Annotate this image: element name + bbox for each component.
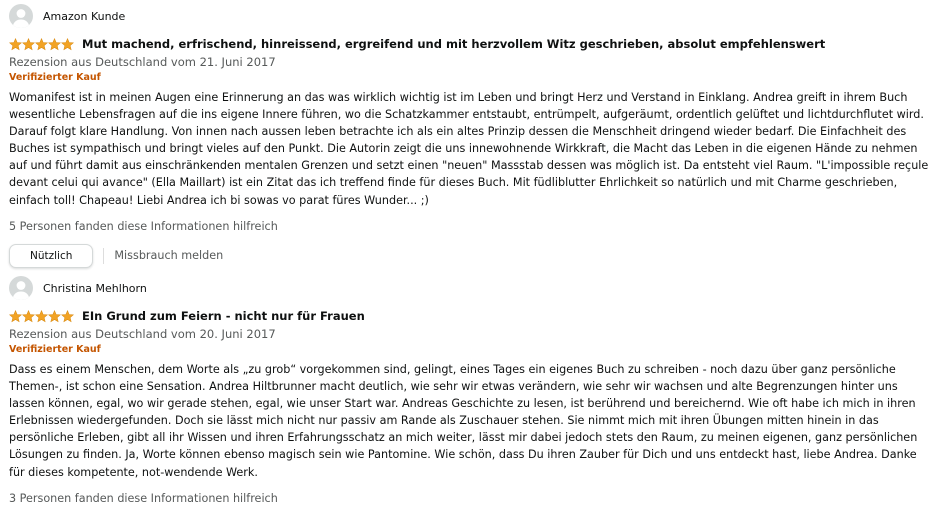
report-abuse-link[interactable]: Missbrauch melden: [114, 249, 224, 263]
star-icon: [9, 38, 22, 51]
divider: [103, 248, 104, 264]
review: [9, 276, 931, 507]
star-icon: [22, 38, 35, 51]
reviewer-name: Amazon Kunde: [43, 9, 126, 23]
review-date: Rezension aus Deutschland vom 20. Juni 2017: [9, 327, 276, 341]
star-icon: [9, 310, 22, 323]
helpful-count: 3 Personen fanden diese Informationen hilfreich: [9, 491, 278, 505]
star-icon: [61, 38, 74, 51]
verified-purchase-badge[interactable]: Verifizierter Kauf: [9, 344, 101, 355]
reviewer-profile[interactable]: [9, 276, 931, 300]
star-icon: [35, 38, 48, 51]
star-rating[interactable]: [9, 38, 74, 51]
reviewer-profile[interactable]: [9, 4, 931, 28]
review-body: Dass es einem Menschen, dem Worte als „zu grob“ vorgekommen sind, gelingt, eines Tages ein eigenes Buch zu schreiben - noch dazu über ganz persönliche Themen-, ist schon eine Sensation. Andrea Hiltbrunner macht deutlich, wie sehr wir etwas verändern, wie sehr wir wachsen und alte Begrenzungen hinter uns lassen können, egal, wo wir gerade stehen, egal, wie unser Start war. Andreas Geschichte zu lesen, ist berührend und bereichernd. Wie oft habe ich mich in ihren Erlebnissen wiedergefunden. Doch sie lässt mich nicht nur passiv am Rande als Zuschauer stehen. Sie nimmt mich mit ihren Übungen mitten hinein in das persönliche Erleben, gibt all ihr Wissen und ihren Erfahrungsschatz an mich weiter, lässt mir dabei jedoch stets den Raum, zu meinen eigenen, ganz persönlichen Lösungen zu finden. Ja, Worte können ebenso magisch sein wie Pantomine. Wie schön, dass Du ihren Zauber für Dich und uns entdeckt hast, liebe Andrea. Danke für dieses kompetente, not-wendende Werk.: [9, 363, 918, 479]
helpful-count: 5 Personen fanden diese Informationen hilfreich: [9, 219, 278, 233]
helpful-button[interactable]: Nützlich: [9, 244, 93, 268]
review-date: Rezension aus Deutschland vom 21. Juni 2017: [9, 55, 276, 69]
star-icon: [61, 310, 74, 323]
review-body: Womanifest ist in meinen Augen eine Erinnerung an das was wirklich wichtig ist im Leben und bringt Herz und Verstand in Einklang. Andrea greift in ihrem Buch wesentliche Lebensfragen auf die ins eigene Innere führen, wo die Schatzkammer entstaubt, entrümpelt, aufgeräumt, ordentlich gelüftet und lichtdurchflutet wird. Darauf folgt klare Handlung. Von innen nach aussen leben betrachte ich als ein altes Prinzip dessen die Menschheit dringend wieder bedarf. Die Einfachheit des Buches ist sympathisch und bringt vieles auf den Punkt. Die Autorin zeigt die uns innewohnende Wirkkraft, die Macht das Leben in die eigenen Hände zu nehmen auf und führt damit aus einschränkenden mentalen Grenzen und setzt einen "neuen" Massstab dessen was möglich ist. Da entsteht viel Raum. "L'impossible reçule devant celui qui avance" (Ella Maillart) ist ein Zitat das ich treffend finde für dieses Buch. Mit füdliblutter Ehrlichkeit so natürlich und mit Charme geschrieben, einfach toll! Chapeau! Liebi Andrea ich bi sowas vo parat füres Wunder... ;): [9, 91, 929, 207]
star-icon: [48, 310, 61, 323]
verified-purchase-badge[interactable]: Verifizierter Kauf: [9, 72, 101, 83]
review-title[interactable]: EIn Grund zum Feiern - nicht nur für Frauen: [82, 309, 365, 323]
default-avatar-icon: [9, 276, 33, 300]
reviewer-name: Christina Mehlhorn: [43, 281, 147, 295]
star-rating[interactable]: [9, 310, 74, 323]
star-icon: [22, 310, 35, 323]
review-title[interactable]: Mut machend, erfrischend, hinreissend, ergreifend und mit herzvollem Witz geschrieben, absolut empfehlenswert: [82, 37, 826, 51]
review: [9, 4, 931, 269]
star-icon: [35, 310, 48, 323]
default-avatar-icon: [9, 4, 33, 28]
star-icon: [48, 38, 61, 51]
